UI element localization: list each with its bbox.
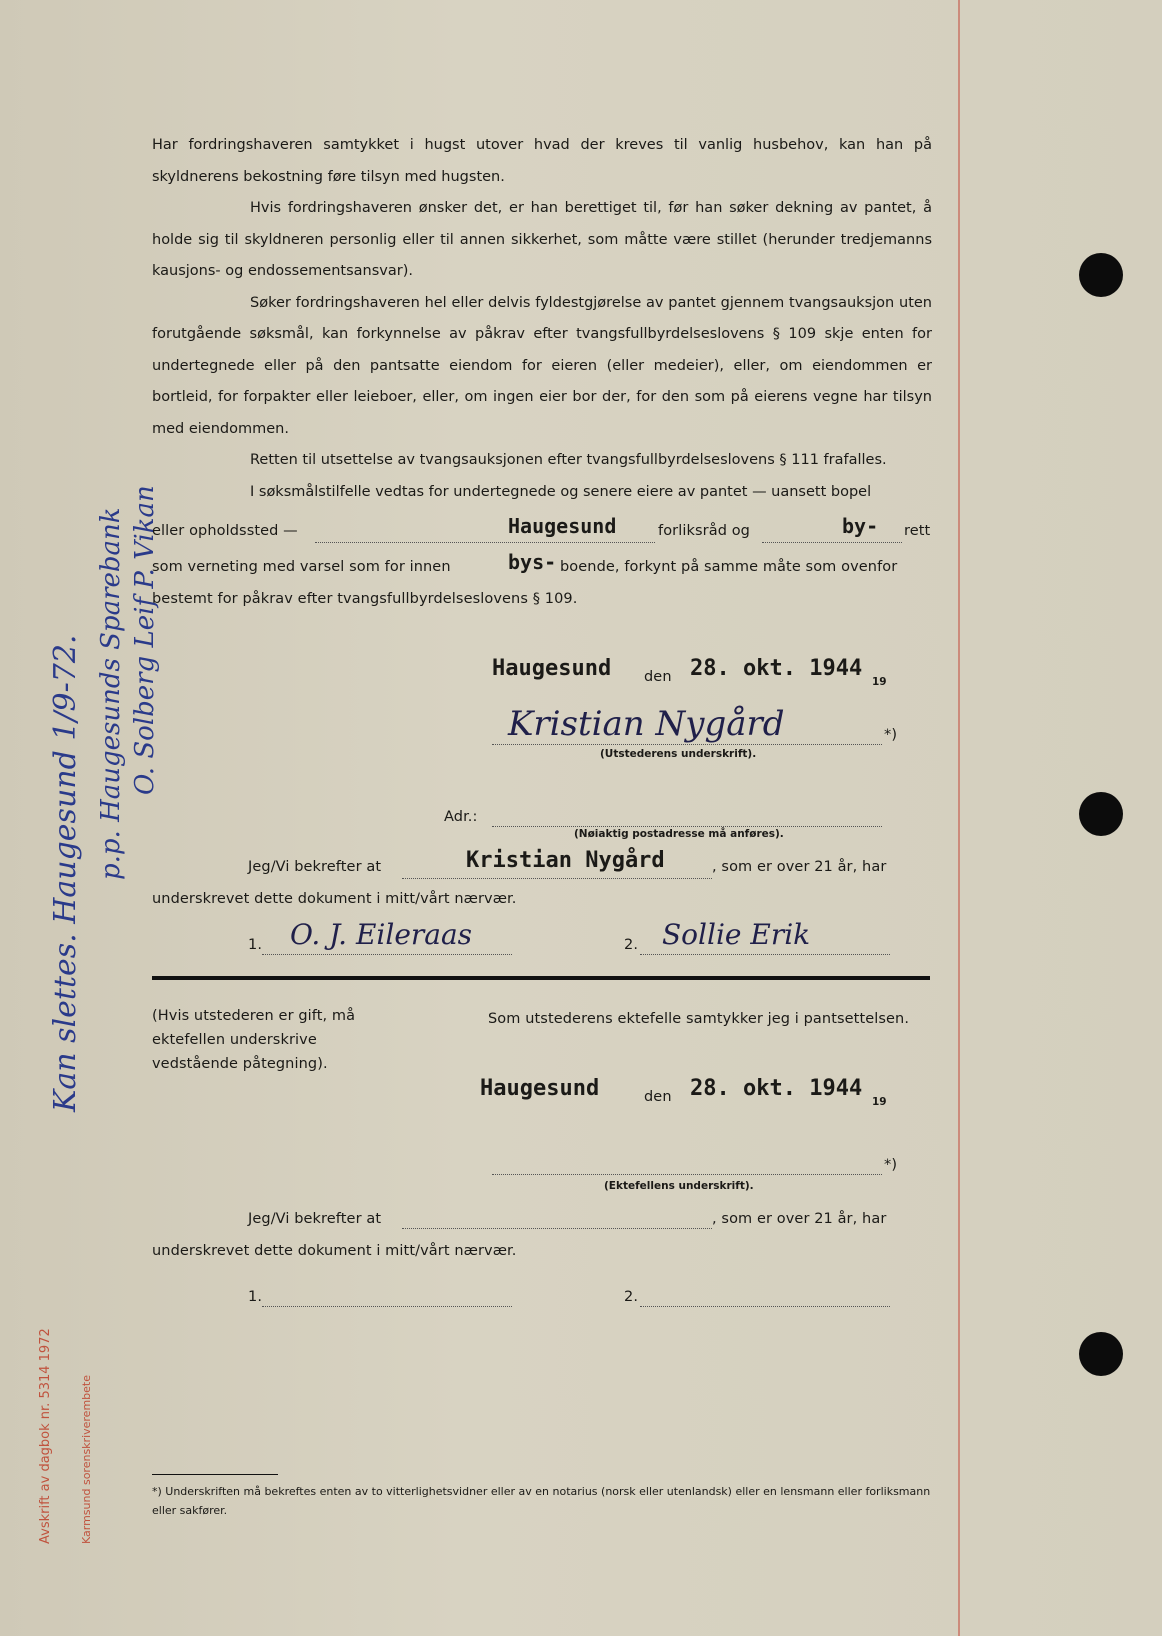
margin-note-1: Kan slettes. Haugesund 1/9-72. xyxy=(48,634,83,1112)
witness1-post: , som er over 21 år, har xyxy=(712,859,887,875)
witness1-name: Kristian Nygård xyxy=(466,848,665,873)
stamp-office: Karmsund sorenskriverembete xyxy=(80,1375,93,1544)
witness1-name-line xyxy=(402,878,712,879)
venue2-post: boende, forkynt på samme måte som ovenfor xyxy=(560,559,898,575)
witness1-n1: 1. xyxy=(248,937,263,953)
address-label: Adr.: xyxy=(444,809,478,825)
issuer-den: den xyxy=(644,669,672,685)
venue-court-line xyxy=(762,542,902,543)
spouse-signature-label: (Ektefellens underskrift). xyxy=(604,1180,754,1192)
footnote-rule xyxy=(152,1474,278,1475)
venue2-pre: som verneting med varsel som for innen xyxy=(152,559,451,575)
witness2-name-line xyxy=(402,1228,712,1229)
paragraph-5: I søksmålstilfelle vedtas for undertegnede og senere eiere av pantet — uansett bopel xyxy=(250,483,872,500)
venue-place-line xyxy=(315,542,655,543)
issuer-place: Haugesund xyxy=(492,656,612,681)
witness1-sig2: Sollie Erik xyxy=(662,918,811,951)
spouse-asterisk: *) xyxy=(884,1157,898,1173)
paragraph-2: Hvis fordringshaveren ønsker det, er han berettiget til, før han søker dekning av pantet, å holde sig til skyldneren personlig eller til annen sikkerhet, som måtte være stillet (herunder tredjemanns kausjons- og endossementsansvar). xyxy=(152,200,932,279)
punch-hole-middle xyxy=(1079,792,1123,836)
witness1-sig1-line xyxy=(262,954,512,955)
venue-court: by- xyxy=(842,514,879,538)
issuer-signature-label: (Utstederens underskrift). xyxy=(600,748,757,760)
paragraph-3: Søker fordringshaveren hel eller delvis fyldestgjørelse av pantet gjennem tvangsauksjon uten forutgående søksmål, kan forkynnelse av påkrav efter tvangsfullbyrdelseslovens § 109 skje enten for undertegnede eller på den pantsatte eiendom for eieren (eller medeier), eller, om eiendommen er bortleid, for forpakter eller leieboer, eller, om ingen eier bor der, for den som på eierens vegne har tilsyn med eiendommen. xyxy=(152,294,932,437)
witness2-line2: underskrevet dette dokument i mitt/vårt nærvær. xyxy=(152,1243,517,1259)
witness1-sig1: O. J. Eileraas xyxy=(290,918,473,951)
margin-note-2: p.p. Haugesunds Sparebank xyxy=(96,507,126,880)
spouse-den: den xyxy=(644,1089,672,1105)
witness1-n2: 2. xyxy=(624,937,639,953)
witness2-post: , som er over 21 år, har xyxy=(712,1211,887,1227)
spouse-year-suffix: 19 xyxy=(872,1096,887,1108)
issuer-signature: Kristian Nygård xyxy=(508,704,785,744)
punch-hole-top xyxy=(1079,253,1123,297)
spouse-note: (Hvis utstederen er gift, må ektefellen underskrive vedstående påtegning). xyxy=(152,1008,356,1072)
venue2-fill: bys- xyxy=(508,550,557,574)
issuer-year-suffix: 19 xyxy=(872,676,887,688)
spouse-signature-line xyxy=(492,1174,882,1175)
section-divider xyxy=(152,976,930,980)
footnote: *) Underskriften må bekreftes enten av to vitterlighetsvidner eller av en notarius (norsk eller utenlandsk) eller en lensmann eller forliksmann eller sakfører. xyxy=(152,1485,931,1517)
venue-pre: eller opholdssted — xyxy=(152,523,298,539)
venue-place: Haugesund xyxy=(508,514,617,538)
witness2-sig2-line xyxy=(640,1306,890,1307)
issuer-date: 28. okt. 1944 xyxy=(690,656,863,681)
venue3: bestemt for påkrav efter tvangsfullbyrdelseslovens § 109. xyxy=(152,591,578,607)
witness2-n1: 1. xyxy=(248,1289,263,1305)
body-text xyxy=(152,130,932,508)
spouse-consent: Som utstederens ektefelle samtykker jeg i pantsettelsen. xyxy=(488,1011,910,1027)
paragraph-4: Retten til utsettelse av tvangsauksjonen efter tvangsfullbyrdelseslovens § 111 frafalles. xyxy=(250,452,887,468)
stamp-diary-number: Avskrift av dagbok nr. 5314 1972 xyxy=(38,1328,53,1544)
witness1-line2: underskrevet dette dokument i mitt/vårt nærvær. xyxy=(152,891,517,907)
paragraph-1: Har fordringshaveren samtykket i hugst utover hvad der kreves til vanlig husbehov, kan han på skyldnerens bekostning føre tilsyn med hugsten. xyxy=(152,137,932,185)
witness1-sig2-line xyxy=(640,954,890,955)
margin-line xyxy=(958,0,960,1636)
address-line xyxy=(492,826,882,827)
venue-mid: forliksråd og xyxy=(658,523,750,539)
address-note: (Nøiaktig postadresse må anføres). xyxy=(574,828,784,840)
spouse-date: 28. okt. 1944 xyxy=(690,1076,863,1101)
issuer-asterisk: *) xyxy=(884,727,898,743)
margin-note-3: O. Solberg Leif P. Vikan xyxy=(130,485,160,795)
venue-post: rett xyxy=(904,523,931,539)
witness1-pre: Jeg/Vi bekrefter at xyxy=(248,859,382,875)
spouse-place: Haugesund xyxy=(480,1076,600,1101)
witness2-n2: 2. xyxy=(624,1289,639,1305)
issuer-signature-line xyxy=(492,744,882,745)
witness2-sig1-line xyxy=(262,1306,512,1307)
punch-hole-bottom xyxy=(1079,1332,1123,1376)
witness2-pre: Jeg/Vi bekrefter at xyxy=(248,1211,382,1227)
